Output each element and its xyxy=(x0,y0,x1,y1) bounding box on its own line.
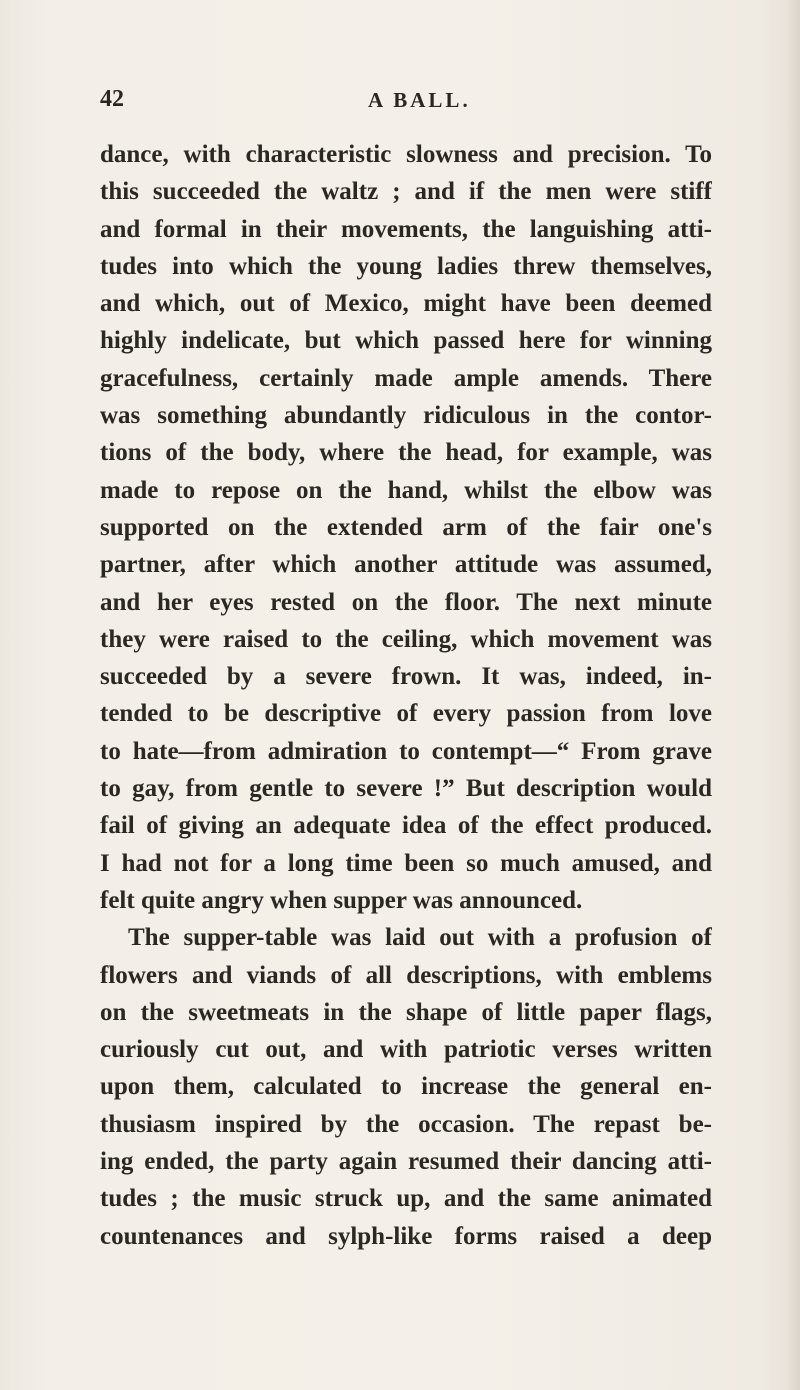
text-line: I had not for a long time been so much amused, and xyxy=(100,849,712,877)
text-line: supported on the extended arm of the fair one's xyxy=(100,513,712,541)
text-line: partner, after which another attitude was assumed, xyxy=(100,551,712,579)
text-line: and which, out of Mexico, might have been deemed xyxy=(100,290,712,318)
page-edge-shadow xyxy=(786,0,800,1390)
text-line: was something abundantly ridiculous in the contor- xyxy=(100,402,712,430)
text-line: tions of the body, where the head, for example, was xyxy=(100,439,712,467)
text-line: and her eyes rested on the floor. The next minute xyxy=(100,588,712,616)
text-line: on the sweetmeats in the shape of little paper flags, xyxy=(100,998,712,1026)
text-line: ing ended, the party again resumed their dancing atti- xyxy=(100,1148,712,1176)
running-head xyxy=(100,86,712,116)
text-line: highly indelicate, but which passed here for winning xyxy=(100,327,712,355)
text-line: flowers and viands of all descriptions, with emblems xyxy=(100,961,712,989)
text-line: upon them, calculated to increase the general en- xyxy=(100,1073,712,1101)
text-line: dance, with characteristic slowness and precision. To xyxy=(100,141,712,168)
page-number: 42 xyxy=(100,86,124,112)
text-line: to gay, from gentle to severe !” But description would xyxy=(100,775,712,803)
text-line: thusiasm inspired by the occasion. The repast be- xyxy=(100,1110,712,1138)
text-line: succeeded by a severe frown. It was, indeed, in- xyxy=(100,663,712,691)
text-line-paragraph-start: The supper-table was laid out with a profusion of xyxy=(128,924,712,952)
text-line: tudes into which the young ladies threw themselves, xyxy=(100,252,712,280)
text-line-paragraph-end: felt quite angry when supper was announced. xyxy=(100,886,583,914)
text-line: to hate—from admiration to contempt—“ From grave xyxy=(100,737,712,765)
text-line: this succeeded the waltz ; and if the men were stiff xyxy=(100,178,712,206)
text-line: gracefulness, certainly made ample amends. There xyxy=(100,364,712,392)
text-line: and formal in their movements, the languishing atti- xyxy=(100,215,712,243)
text-line: made to repose on the hand, whilst the elbow was xyxy=(100,476,712,504)
text-line: they were raised to the ceiling, which movement was xyxy=(100,625,712,653)
text-line: fail of giving an adequate idea of the effect produced. xyxy=(100,812,712,840)
text-line: curiously cut out, and with patriotic verses written xyxy=(100,1036,712,1064)
text-line: tended to be descriptive of every passion from love xyxy=(100,700,712,728)
text-line: tudes ; the music struck up, and the same animated xyxy=(100,1185,712,1213)
body-text xyxy=(100,136,712,1255)
running-title: A BALL. xyxy=(368,88,471,112)
text-line: countenances and sylph-like forms raised a deep xyxy=(100,1222,712,1250)
